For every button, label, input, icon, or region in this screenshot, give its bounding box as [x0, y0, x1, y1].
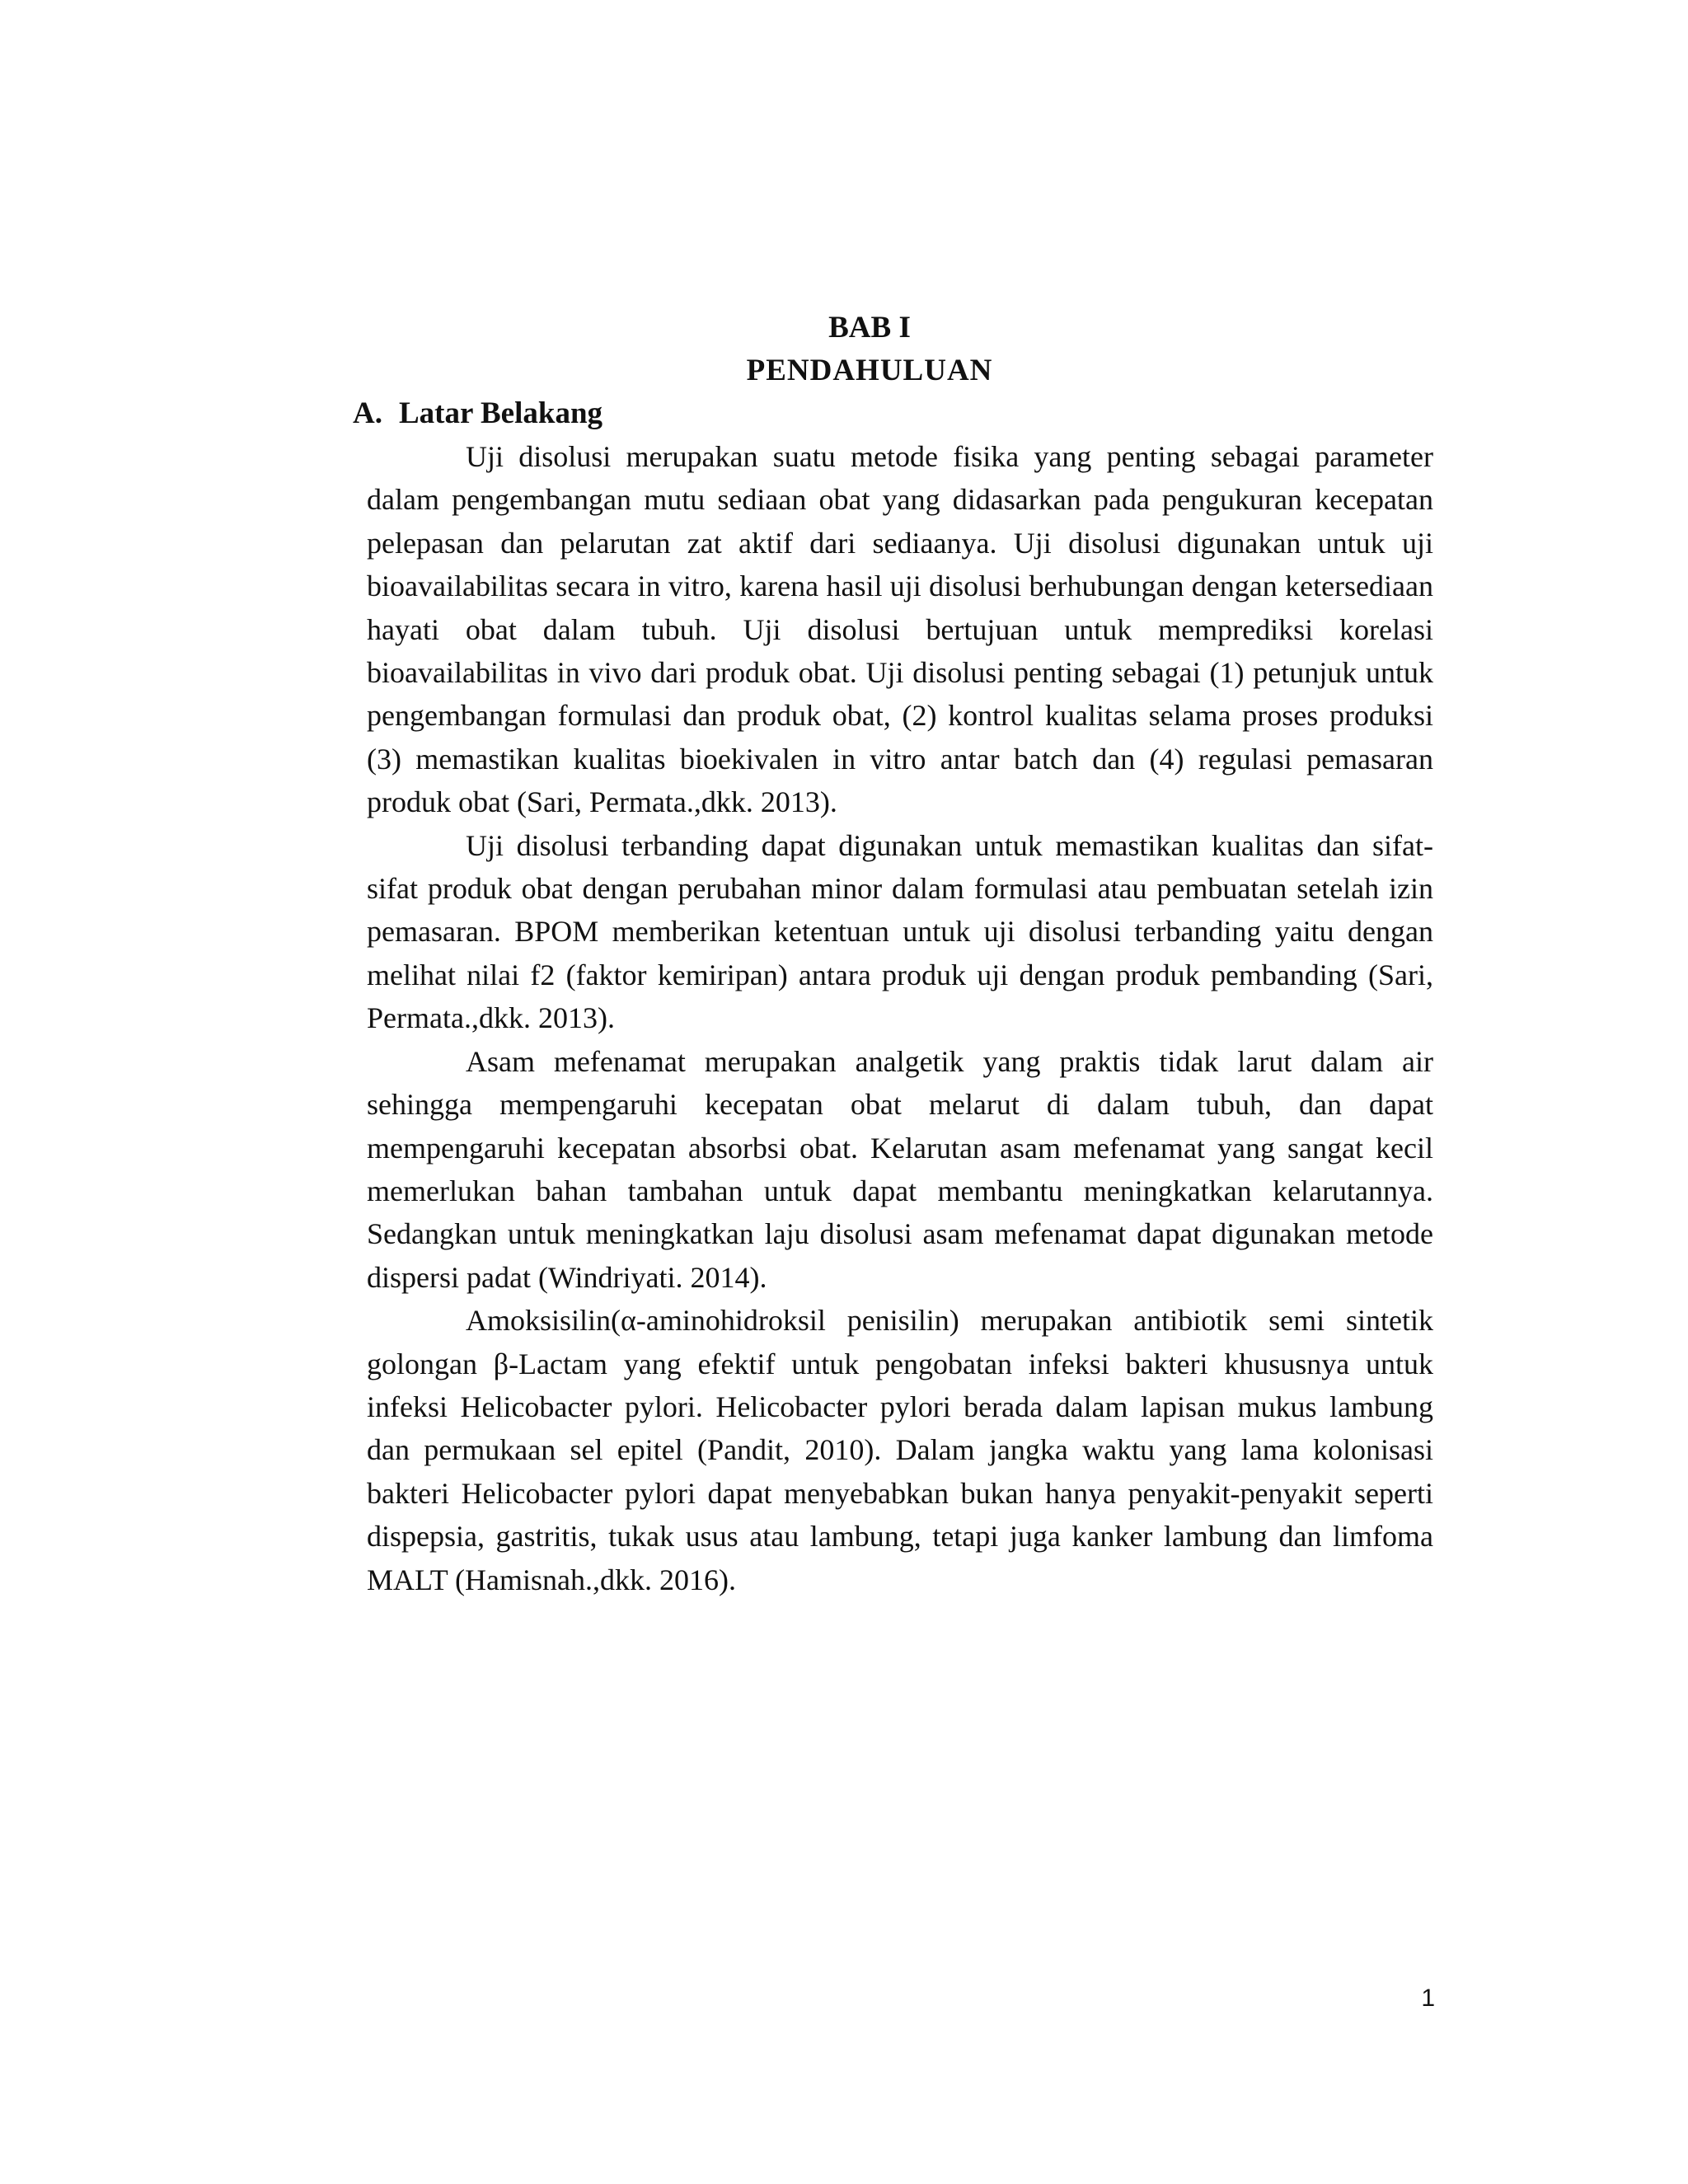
- paragraph: Asam mefenamat merupakan analgetik yang praktis tidak larut dalam air sehingga mempengaruhi kecepatan obat melarut di dalam tubuh, dan dapat mempengaruhi kecepatan absorbsi obat. Kelarutan asam mefenamat yang sangat kecil memerlukan bahan tambahan untuk dapat membantu meningkatkan kelarutannya. Sedangkan untuk meningkatkan laju disolusi asam mefenamat dapat digunakan metode dispersi padat (Windriyati. 2014).: [367, 1044, 1433, 1294]
- paragraph: Amoksisilin(α-aminohidroksil penisilin) merupakan antibiotik semi sintetik golongan β-Lactam yang efektif untuk pengobatan infeksi bakteri khususnya untuk infeksi Helicobacter pylori. Helicobacter pylori berada dalam lapisan mukus lambung dan permukaan sel epitel (Pandit, 2010). Dalam jangka waktu yang lama kolonisasi bakteri Helicobacter pylori dapat menyebabkan bukan hanya penyakit-penyakit seperti dispepsia, gastritis, tukak usus atau lambung, tetapi juga kanker lambung dan limfoma MALT (Hamisnah.,dkk. 2016).: [367, 1304, 1433, 1596]
- section-title: Latar Belakang: [399, 396, 603, 430]
- section-heading: [353, 392, 603, 435]
- chapter-title: PENDAHULUAN: [746, 354, 993, 387]
- paragraph: Uji disolusi merupakan suatu metode fisika yang penting sebagai parameter dalam pengembangan mutu sediaan obat yang didasarkan pada pengukuran kecepatan pelepasan dan pelarutan zat aktif dari sediaanya. Uji disolusi digunakan untuk uji bioavailabilitas secara in vitro, karena hasil uji disolusi berhubungan dengan ketersediaan hayati obat dalam tubuh. Uji disolusi bertujuan untuk memprediksi korelasi bioavailabilitas in vivo dari produk obat. Uji disolusi penting sebagai (1) petunjuk untuk pengembangan formulasi dan produk obat, (2) kontrol kualitas selama proses produksi (3) memastikan kualitas bioekivalen in vitro antar batch dan (4) regulasi pemasaran produk obat (Sari, Permata.,dkk. 2013).: [367, 440, 1433, 819]
- paragraph: Uji disolusi terbanding dapat digunakan untuk memastikan kualitas dan sifat- sifat produk obat dengan perubahan minor dalam formulasi atau pembuatan setelah izin pemasaran. BPOM memberikan ketentuan untuk uji disolusi terbanding yaitu dengan melihat nilai f2 (faktor kemiripan) antara produk uji dengan produk pembanding (Sari, Permata.,dkk. 2013).: [367, 828, 1433, 1035]
- chapter-number: BAB I: [828, 311, 911, 344]
- page-number: 1: [1421, 1985, 1435, 2012]
- body-text: [367, 435, 1433, 1601]
- section-letter: A.: [353, 396, 382, 430]
